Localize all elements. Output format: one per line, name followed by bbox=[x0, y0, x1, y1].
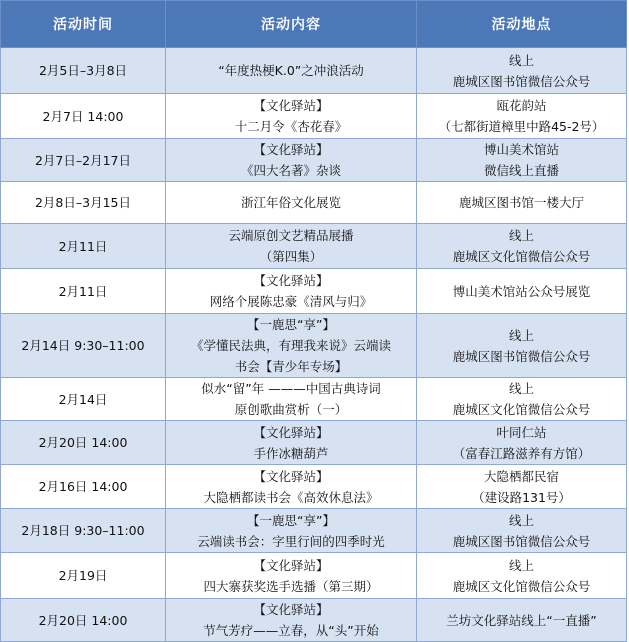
table-row bbox=[1, 421, 627, 465]
cell-time: 2月7日–2月17日 bbox=[1, 139, 166, 182]
table-row bbox=[1, 599, 627, 642]
cell-time: 2月7日 14:00 bbox=[1, 94, 166, 139]
cell-place bbox=[417, 509, 627, 553]
content-line: 【一鹿思“享”】 bbox=[247, 512, 335, 528]
cell-content bbox=[166, 421, 417, 465]
content-line: 【文化驿站】 bbox=[253, 557, 329, 573]
header-time: 活动时间 bbox=[1, 1, 166, 48]
cell-time: 2月20日 14:00 bbox=[1, 421, 166, 465]
cell-place bbox=[417, 599, 627, 642]
content-line: 似水“留”年 ———中国古典诗词 bbox=[201, 381, 381, 396]
cell-content bbox=[166, 224, 417, 269]
table-row bbox=[1, 509, 627, 553]
cell-place bbox=[417, 553, 627, 599]
content-line: 《学懂民法典，有理我来说》云端读 bbox=[190, 338, 391, 353]
table-row bbox=[1, 465, 627, 509]
content-line: 【一鹿思“享”】 bbox=[247, 317, 335, 332]
place-line: 瓯花韵站 bbox=[496, 98, 547, 113]
header-place: 活动地点 bbox=[417, 1, 627, 48]
content-line: 手作冰糖葫芦 bbox=[253, 445, 329, 461]
cell-time: 2月11日 bbox=[1, 269, 166, 314]
content-line: 云端原创文艺精品展播 bbox=[228, 228, 354, 243]
place-line: 线上 bbox=[508, 228, 534, 243]
cell-content bbox=[166, 465, 417, 509]
cell-place bbox=[417, 94, 627, 139]
cell-time: 2月20日 14:00 bbox=[1, 599, 166, 642]
cell-content bbox=[166, 139, 417, 182]
cell-time: 2月8日–3月15日 bbox=[1, 182, 166, 224]
content-line: 网络个展陈忠豪《清风与归》 bbox=[209, 294, 373, 309]
table-row bbox=[1, 553, 627, 599]
content-line: 【文化驿站】 bbox=[253, 98, 329, 113]
content-line: （第四集） bbox=[259, 249, 323, 264]
cell-time: 2月18日 9:30–11:00 bbox=[1, 509, 166, 553]
place-line: 大隐栖都民宿 bbox=[483, 468, 559, 484]
cell-place bbox=[417, 48, 627, 94]
content-line: 大隐栖都读书会《高效休息法》 bbox=[203, 489, 379, 505]
place-line: 微信线上直播 bbox=[483, 163, 559, 178]
content-line: 十二月令《杏花春》 bbox=[234, 119, 348, 134]
place-line: 鹿城区图书馆一楼大厅 bbox=[458, 195, 584, 210]
cell-place bbox=[417, 182, 627, 224]
place-line: 博山美术馆站公众号展览 bbox=[452, 283, 591, 299]
cell-place bbox=[417, 139, 627, 182]
table-row bbox=[1, 48, 627, 94]
place-line: 鹿城区图书馆微信公众号 bbox=[452, 348, 591, 364]
header-content: 活动内容 bbox=[166, 1, 417, 48]
table-row bbox=[1, 314, 627, 378]
table-row bbox=[1, 269, 627, 314]
content-line: 原创歌曲赏析（一） bbox=[234, 402, 348, 417]
cell-content bbox=[166, 269, 417, 314]
place-line: 鹿城区文化馆微信公众号 bbox=[452, 249, 591, 264]
content-line: 节气芳疗——立春，从“头”开始 bbox=[203, 623, 379, 638]
place-line: 线上 bbox=[508, 381, 534, 396]
place-line: 线上 bbox=[508, 327, 534, 343]
content-line: 四大寨获奖选手选播（第三期） bbox=[203, 578, 379, 594]
place-line: 博山美术馆站 bbox=[483, 142, 559, 157]
content-line: 书会【青少年专场】 bbox=[234, 359, 348, 374]
table-row bbox=[1, 94, 627, 139]
place-line: （建设路131号） bbox=[472, 489, 571, 505]
content-line: 《四大名著》杂谈 bbox=[240, 163, 341, 178]
cell-content bbox=[166, 94, 417, 139]
cell-content bbox=[166, 509, 417, 553]
place-line: 兰坊文化驿站线上“一直播” bbox=[446, 612, 597, 628]
place-line: 线上 bbox=[508, 512, 534, 528]
cell-place bbox=[417, 314, 627, 378]
place-line: 鹿城区图书馆微信公众号 bbox=[452, 73, 591, 89]
cell-place bbox=[417, 269, 627, 314]
place-line: （富春江路滋养有方馆） bbox=[452, 445, 591, 461]
cell-content bbox=[166, 599, 417, 642]
table-row bbox=[1, 378, 627, 421]
cell-time: 2月19日 bbox=[1, 553, 166, 599]
cell-content bbox=[166, 182, 417, 224]
cell-content bbox=[166, 48, 417, 94]
content-line: 【文化驿站】 bbox=[253, 424, 329, 440]
cell-place bbox=[417, 224, 627, 269]
place-line: 鹿城区图书馆微信公众号 bbox=[452, 533, 591, 549]
content-line: 【文化驿站】 bbox=[253, 602, 329, 617]
place-line: 叶同仁站 bbox=[496, 424, 547, 440]
place-line: 线上 bbox=[508, 557, 534, 573]
table-row bbox=[1, 182, 627, 224]
cell-content bbox=[166, 553, 417, 599]
header-row bbox=[1, 1, 627, 48]
place-line: 鹿城区文化馆微信公众号 bbox=[452, 578, 591, 594]
content-line: “年度热梗K.0”之冲浪活动 bbox=[218, 63, 364, 78]
table-row bbox=[1, 224, 627, 269]
cell-content bbox=[166, 314, 417, 378]
content-line: 【文化驿站】 bbox=[253, 142, 329, 157]
content-line: 云端读书会：字里行间的四季时光 bbox=[197, 533, 385, 549]
cell-place bbox=[417, 378, 627, 421]
table-row bbox=[1, 139, 627, 182]
content-line: 【文化驿站】 bbox=[253, 273, 329, 288]
cell-place bbox=[417, 421, 627, 465]
cell-time: 2月14日 9:30–11:00 bbox=[1, 314, 166, 378]
schedule-body bbox=[1, 48, 627, 642]
place-line: 鹿城区文化馆微信公众号 bbox=[452, 402, 591, 417]
content-line: 浙江年俗文化展览 bbox=[240, 195, 341, 210]
content-line: 【文化驿站】 bbox=[253, 468, 329, 484]
cell-time: 2月5日–3月8日 bbox=[1, 48, 166, 94]
place-line: （七都街道樟里中路45-2号） bbox=[438, 119, 605, 134]
cell-content bbox=[166, 378, 417, 421]
place-line: 线上 bbox=[508, 52, 534, 68]
cell-time: 2月16日 14:00 bbox=[1, 465, 166, 509]
cell-time: 2月14日 bbox=[1, 378, 166, 421]
cell-time: 2月11日 bbox=[1, 224, 166, 269]
cell-place bbox=[417, 465, 627, 509]
